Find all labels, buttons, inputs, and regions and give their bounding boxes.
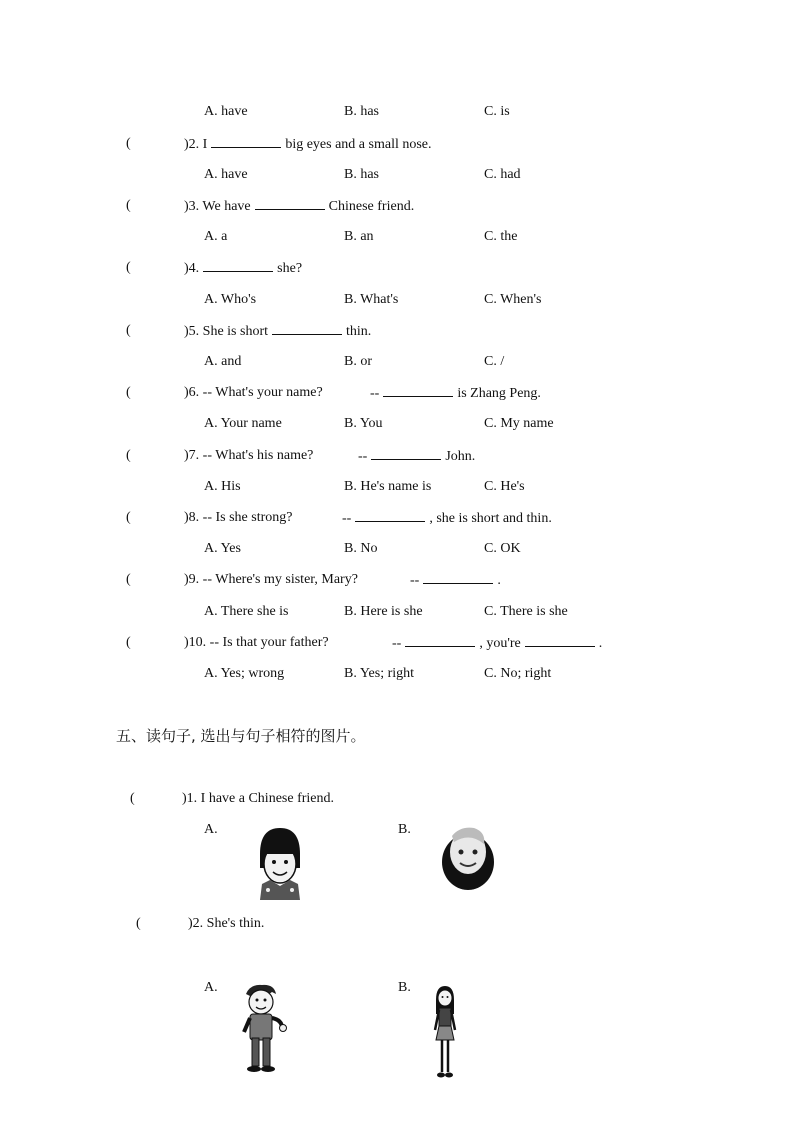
q1-options: [0, 102, 794, 122]
boy-figure-picture[interactable]: [236, 982, 292, 1074]
child-face-picture[interactable]: [440, 822, 496, 892]
question-text-after: .: [497, 573, 501, 588]
option-b[interactable]: B. or: [344, 354, 372, 369]
option-c[interactable]: C. There is she: [484, 604, 568, 619]
fill-blank[interactable]: [272, 321, 342, 335]
question-5: [0, 321, 794, 341]
answer-paren-open: (: [126, 510, 131, 525]
option-b-label[interactable]: B.: [398, 822, 411, 837]
option-a[interactable]: A. There she is: [204, 604, 289, 619]
option-c[interactable]: C. When's: [484, 292, 542, 307]
answer-paren-open: (: [126, 572, 131, 587]
question-text-after: , you're: [479, 636, 521, 651]
question-4: [0, 258, 794, 278]
option-c[interactable]: C. No; right: [484, 666, 552, 681]
picture-options-1: [0, 820, 794, 840]
option-c[interactable]: C. My name: [484, 416, 554, 431]
question-text-end: .: [598, 636, 603, 651]
option-c[interactable]: C. He's: [484, 479, 525, 494]
question-7: [0, 446, 794, 466]
answer-paren-open: (: [136, 916, 141, 931]
q10-options: [0, 664, 794, 684]
option-c[interactable]: C. /: [484, 354, 505, 369]
question-text: )7. -- What's his name?: [184, 448, 314, 463]
fill-blank[interactable]: [405, 633, 475, 647]
question-text: )4.: [184, 261, 200, 276]
question-10: [0, 633, 794, 653]
option-a[interactable]: A. His: [204, 479, 241, 494]
option-c[interactable]: C. is: [484, 104, 510, 119]
answer-paren-open: (: [126, 136, 131, 151]
dialog-dash: --: [410, 573, 420, 588]
option-c[interactable]: C. the: [484, 229, 518, 244]
option-a-label[interactable]: A.: [204, 980, 218, 995]
picture-question-1: [0, 789, 794, 809]
option-a[interactable]: A. a: [204, 229, 228, 244]
option-b-label[interactable]: B.: [398, 980, 411, 995]
fill-blank[interactable]: [371, 446, 441, 460]
option-c[interactable]: C. had: [484, 167, 521, 182]
option-b[interactable]: B. an: [344, 229, 374, 244]
q9-options: [0, 602, 794, 622]
question-2: [0, 134, 794, 154]
q5-options: [0, 352, 794, 372]
option-a[interactable]: A. Yes: [204, 541, 241, 556]
option-a[interactable]: A. Who's: [204, 292, 257, 307]
question-text-after: Chinese friend.: [328, 199, 415, 214]
dialog-dash: --: [342, 511, 352, 526]
answer-paren-open: (: [126, 323, 131, 338]
answer-paren-open: (: [126, 385, 131, 400]
question-6: [0, 383, 794, 403]
fill-blank[interactable]: [383, 383, 453, 397]
option-a[interactable]: A. Yes; wrong: [204, 666, 285, 681]
question-text: )8. -- Is she strong?: [184, 510, 293, 525]
option-a[interactable]: A. have: [204, 167, 248, 182]
question-text: )5. She is short: [184, 324, 268, 339]
question-text-after: is Zhang Peng.: [457, 386, 541, 401]
option-b[interactable]: B. No: [344, 541, 378, 556]
fill-blank[interactable]: [423, 570, 493, 584]
option-a[interactable]: A. and: [204, 354, 242, 369]
question-text: )1. I have a Chinese friend.: [182, 791, 334, 806]
fill-blank[interactable]: [255, 196, 325, 210]
q7-options: [0, 477, 794, 497]
girl-face-picture[interactable]: [254, 824, 306, 900]
option-b[interactable]: B. has: [344, 104, 379, 119]
option-c[interactable]: C. OK: [484, 541, 521, 556]
question-text-after: , she is short and thin.: [429, 511, 552, 526]
thin-girl-picture[interactable]: [430, 984, 460, 1080]
answer-paren-open: (: [126, 635, 131, 650]
question-text-after: thin.: [346, 324, 372, 339]
answer-paren-open: (: [126, 198, 131, 213]
question-text: )2. She's thin.: [188, 916, 265, 931]
option-a[interactable]: A. have: [204, 104, 248, 119]
q2-options: [0, 165, 794, 185]
question-text-after: she?: [277, 261, 303, 276]
q8-options: [0, 539, 794, 559]
fill-blank[interactable]: [355, 508, 425, 522]
question-text: )6. -- What's your name?: [184, 385, 323, 400]
q6-options: [0, 414, 794, 434]
option-b[interactable]: B. has: [344, 167, 379, 182]
answer-paren-open: (: [130, 791, 135, 806]
question-text-after: big eyes and a small nose.: [285, 137, 432, 152]
option-b[interactable]: B. Yes; right: [344, 666, 415, 681]
dialog-dash: --: [370, 386, 380, 401]
question-text: )9. -- Where's my sister, Mary?: [184, 572, 358, 587]
question-text: )2. I: [184, 137, 208, 152]
option-b[interactable]: B. You: [344, 416, 383, 431]
question-3: [0, 196, 794, 216]
question-9: [0, 570, 794, 590]
option-a-label[interactable]: A.: [204, 822, 218, 837]
q3-options: [0, 227, 794, 247]
dialog-dash: --: [392, 636, 402, 651]
fill-blank[interactable]: [211, 134, 281, 148]
answer-paren-open: (: [126, 260, 131, 275]
picture-question-2: [0, 914, 794, 934]
fill-blank[interactable]: [203, 258, 273, 272]
question-text: )3. We have: [184, 199, 251, 214]
fill-blank-2[interactable]: [525, 633, 595, 647]
picture-options-2: [0, 978, 794, 998]
answer-paren-open: (: [126, 448, 131, 463]
question-text: )10. -- Is that your father?: [184, 635, 329, 650]
question-text-after: John.: [445, 449, 476, 464]
q4-options: [0, 290, 794, 310]
option-b[interactable]: B. Here is she: [344, 604, 423, 619]
option-b[interactable]: B. He's name is: [344, 479, 432, 494]
question-8: [0, 508, 794, 528]
section-title: 五、读句子, 选出与句子相符的图片。: [116, 727, 366, 745]
option-a[interactable]: A. Your name: [204, 416, 282, 431]
option-b[interactable]: B. What's: [344, 292, 399, 307]
dialog-dash: --: [358, 449, 368, 464]
